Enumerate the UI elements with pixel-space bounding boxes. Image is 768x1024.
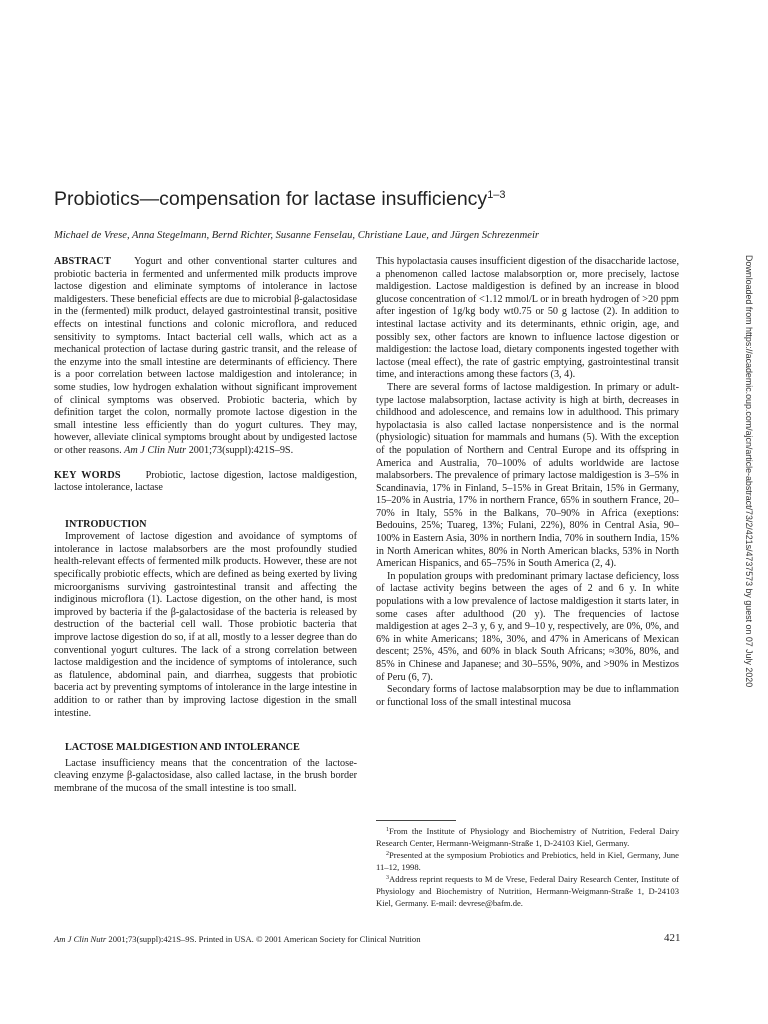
footnote-1-mark: 1: [386, 827, 389, 833]
abstract-citation-journal: Am J Clin Nutr: [124, 444, 187, 456]
footnote-rule: [376, 820, 456, 821]
keywords-label: KEY WORDS: [54, 469, 121, 481]
paragraph-hypolactasia: This hypolactasia causes insufficient digestion of the disaccharide lactose, a phenomenon called lactose malabsorption or, more precisely, lactose maldigestion. Lactose maldigestion is defined by an increase in blood glucose concentration of <1.12 mmol/L or in breath hydrogen of >20 ppm after ingestion of 1g/kg body wt0.75 or 50 g lactose (2). In addition to intestinal lactase activity and its determinants, ethnic origin, age, and possibly sex, other factors are known to influence lactose digestion or maldigestion: the lactose load, dietary components ingested together with lactose (meal effect), the rate of gastric emptying, gastrointestinal transit time, and interactions among these factors (3, 4).: [376, 256, 679, 381]
abstract-text: Yogurt and other conventional starter cultures and probiotic bacteria in fermented and unfermented milk products improve lactose digestion and eliminate symptoms of intolerance in lactose maldigesters. These beneficial effects are due to microbial β-galactosidase in the (fermented) milk product, delayed gastrointestinal transit, positive effects on intestinal functions and colonic microflora, and reduced sensitivity to symptoms. Intact bacterial cell walls, which act as a mechanical protection of lactase during gastric transit, and the release of the enzyme into the small intestine are determinants of efficiency. There is a poor correlation between lactose maldigestion and intolerance; in some studies, low hydrogen exhalation without significant improvement of clinical symptoms was observed. Probiotic bacteria, which by definition target the colon, normally promote lactose digestion in the small intestine less efficiently than do yogurt cultures. They may, however, alleviate clinical symptoms brought about by undigested lactose or other reasons.: [54, 256, 358, 456]
footnote-3: [376, 873, 679, 909]
introduction-text: Improvement of lactose digestion and avoidance of symptoms of intolerance in lactose malabsorbers are the most profoundly studied health-relevant effects of fermented milk products. However, these are not specifically probiotic effects, which are defined as being exerted by living microorganisms surviving gastrointestinal transit and affecting the indiginous microflora (1). Lactose digestion, on the other hand, is most improved by bacteria if the β-galactosidase of the bacteria is released by destruction of the bacterial cell wall. Those probiotic bacteria that improve lactose digestion do so, if at all, mostly to a lesser degree than do conventional yogurt cultures. The lack of a strong correlation between lactose maldigestion and the incidence of symptoms of intolerance, such as flatulence, abdominal pain, and diarrhea, suggests that probiotic baceria act by preventing symptoms of intolerance in the large intestine in addition to or rather than by improving lactose digestion in the small intestine.: [54, 531, 357, 719]
footnote-1-text: From the Institute of Physiology and Biochemistry of Nutrition, Federal Dairy Research Center, Hermann-Weigmann-Straße 1, D-24103 Kiel, Germany.: [376, 826, 679, 848]
abstract-citation-details: 2001;73(suppl):421S–9S.: [186, 444, 294, 456]
article-title-text: Probiotics—compensation for lactase insufficiency: [54, 188, 488, 210]
left-column: [54, 256, 357, 796]
paragraph-secondary-forms: Secondary forms of lactose malabsorption may be due to inflammation or functional loss of the small intestinal mucosa: [376, 684, 679, 708]
author-list: Michael de Vrese, Anna Stegelmann, Bernd Richter, Susanne Fenselau, Christiane Laue, and Jürgen Schrezenmeir: [54, 230, 540, 241]
keywords-text: Probiotic, lactose digestion, lactose maldigestion, lactose intolerance, lactase: [54, 469, 358, 494]
title-footnote-marks: 1–3: [487, 189, 506, 201]
footnote-2: [376, 849, 679, 873]
footnote-3-text: Address reprint requests to M de Vrese, Federal Dairy Research Center, Institute of Physiology and Biochemistry of Nutrition, Hermann-Weigmann-Straße 1, D-24103 Kiel, Germany. E-mail: devrese@bafm.de.: [376, 874, 679, 908]
paragraph-forms: There are several forms of lactose maldigestion. In primary or adult-type lactose malabsorption, lactase activity is high at birth, decreases in childhood and adolescence, and remains low in adulthood. This primary hypolactasia is also called lactase nonpersistence and is the normal (physiologic) situation for mammals and humans (5). With the exception of the population of Northern and Central Europe and its offspring in America and Australia, 70–100% of adults worldwide are lactose malabsorbers. The prevalence of primary lactose maldigestion is 3–5% in Scandinavia, 17% in Finland, 5–15% in Great Britain, 15% in Germany, 15–20% in Austria, 17% in northern France, 65% in southern France, 20–70% in Italy, 55% in the Balkans, 70–90% in Africa (exeptions: Bedouins, 25%; Tuareg, 13%; Fulani, 22%), 80% in Central Asia, 90–100% in Eastern Asia, 30% in northern India, 70% in southern India, 15% in North American whites, 80% in North American blacks, 53% in North American Hispanics, and 65–75% in South America (2, 4).: [376, 381, 679, 570]
footnote-3-mark: 3: [386, 875, 389, 882]
keywords: [54, 470, 357, 495]
footer-journal: Am J Clin Nutr: [54, 934, 107, 944]
section-heading-introduction: INTRODUCTION: [65, 518, 147, 530]
maldigestion-text: Lactase insufficiency means that the concentration of the lactose-cleaving enzyme β-galactosidase, also called lactase, in the brush border membrane of the mucosa of the small intestine is too small.: [54, 757, 357, 794]
download-watermark: Downloaded from https://academic.oup.com/ajcn/article-abstract/73/2/421s/4737573 by guest on 07 July 2020: [744, 255, 754, 688]
page-footer: [54, 934, 682, 944]
footer-details: 2001;73(suppl):421S–9S. Printed in USA. © 2001 American Society for Clinical Nutrition: [106, 934, 421, 944]
article-title: [54, 188, 694, 211]
footnote-2-mark: 2: [386, 851, 389, 858]
abstract: [54, 256, 357, 458]
abstract-label: ABSTRACT: [54, 256, 112, 267]
section-heading-maldigestion: LACTOSE MALDIGESTION AND INTOLERANCE: [65, 742, 300, 754]
footnote-2-text: Presented at the symposium Probiotics and Prebiotics, held in Kiel, Germany, June 11–12, 1998.: [376, 850, 679, 872]
paragraph-populations: In population groups with predominant primary lactase deficiency, loss of lactase activity begins between the ages of 2 and 6 y. In white populations with a low prevalence of lactose maldigestion it starts later, in some cases after adulthood (20 y). The frequencies of lactose maldigestion at ages 2–3 y, 6 y, and 9–10 y, respectively, are 0%, 0%, and 6% in white Americans; 18%, 30%, and 47% in Americans of Mexican descent; 25%, 45%, and 60% in black South Africans; ≈30%, 80%, and 85% in Chinese and Japanese; and 30–55%, 90%, and >90% in Mestizos of Peru (6, 7).: [376, 570, 679, 683]
right-column: [376, 256, 679, 709]
footnotes: [376, 820, 679, 909]
page-number: 421: [664, 932, 681, 944]
footnote-1: [376, 825, 679, 849]
